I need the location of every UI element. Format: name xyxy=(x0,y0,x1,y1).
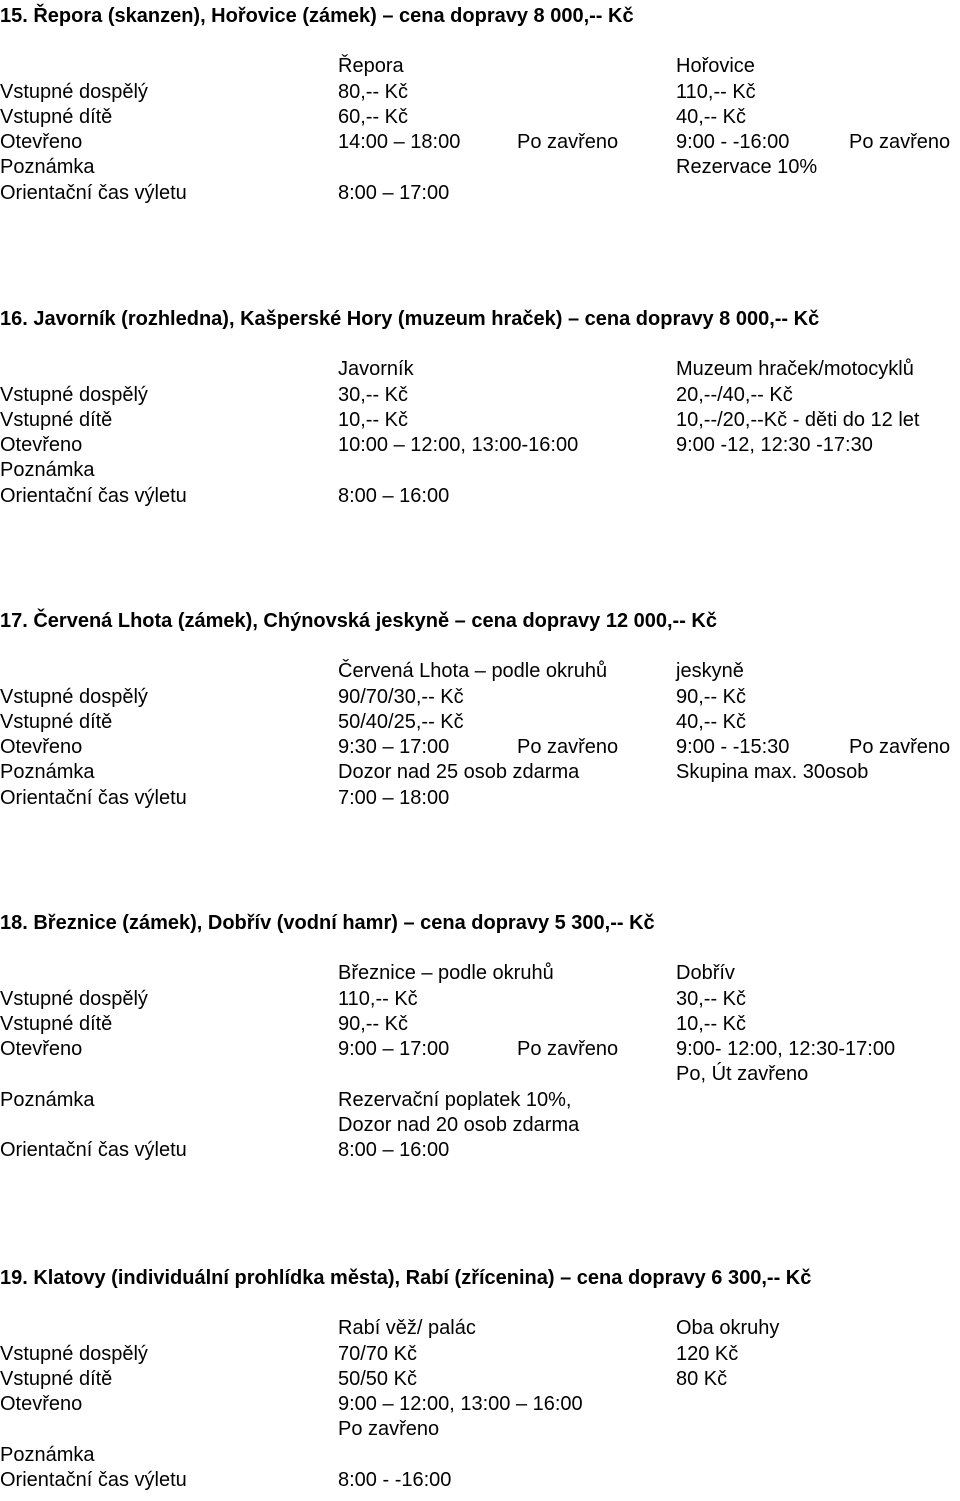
cell-col-a: Řepora xyxy=(338,55,404,78)
cell-col-a: 30,-- Kč xyxy=(338,383,409,406)
cell-col-a: Červená Lhota – podle okruhů xyxy=(338,660,608,683)
cell-col-b: Muzeum hraček/motocyklů xyxy=(676,358,914,381)
cell-col-b: 9:00 -12, 12:30 -17:30 xyxy=(676,434,873,457)
info-row xyxy=(0,1012,960,1037)
cell-col-a: 7:00 – 18:00 xyxy=(338,786,450,809)
cell-col-a-extra: Po zavřeno xyxy=(517,1038,619,1061)
cell-col-b: Po, Út zavřeno xyxy=(676,1063,809,1086)
info-row xyxy=(0,1316,960,1341)
cell-col-a: Dozor nad 25 osob zdarma xyxy=(338,761,580,784)
cell-col-b: 10,--/20,--Kč - děti do 12 let xyxy=(676,408,920,431)
cell-label: Vstupné dospělý xyxy=(0,80,148,103)
cell-col-b: 9:00- 12:00, 12:30-17:00 xyxy=(676,1038,896,1061)
cell-col-b: Dobřív xyxy=(676,962,735,985)
cell-col-b: Oba okruhy xyxy=(676,1317,780,1340)
cell-label: Poznámka xyxy=(0,1088,95,1111)
spacer xyxy=(0,634,960,659)
trip-section xyxy=(0,911,960,1164)
cell-col-a: 70/70 Kč xyxy=(338,1342,417,1365)
cell-label: Otevřeno xyxy=(0,434,83,457)
cell-col-b: 9:00 - -15:30 xyxy=(676,736,790,759)
spacer xyxy=(0,332,960,357)
info-row xyxy=(0,1367,960,1392)
cell-col-a: 8:00 – 16:00 xyxy=(338,484,450,507)
info-row xyxy=(0,1113,960,1138)
info-row xyxy=(0,1037,960,1062)
cell-label: Orientační čas výletu xyxy=(0,181,187,204)
cell-label: Otevřeno xyxy=(0,131,83,154)
cell-label: Vstupné dospělý xyxy=(0,685,148,708)
info-row xyxy=(0,357,960,382)
info-row xyxy=(0,786,960,811)
trip-section xyxy=(0,307,960,509)
cell-col-a: 14:00 – 18:00 xyxy=(338,131,461,154)
cell-col-a: 90,-- Kč xyxy=(338,1012,409,1035)
cell-col-b: Rezervace 10% xyxy=(676,156,818,179)
info-row xyxy=(0,760,960,785)
info-row xyxy=(0,1342,960,1367)
cell-col-b: 20,--/40,-- Kč xyxy=(676,383,793,406)
info-row xyxy=(0,1088,960,1113)
trip-section xyxy=(0,4,960,206)
cell-col-a: 110,-- Kč xyxy=(338,987,418,1010)
cell-label: Otevřeno xyxy=(0,1038,83,1061)
cell-label: Vstupné dospělý xyxy=(0,1342,148,1365)
cell-label: Poznámka xyxy=(0,459,95,482)
cell-col-a: 50/50 Kč xyxy=(338,1367,417,1390)
cell-col-a: Dozor nad 20 osob zdarma xyxy=(338,1114,580,1137)
cell-col-b-extra: Po zavřeno xyxy=(849,131,951,154)
info-row xyxy=(0,433,960,458)
cell-col-a: Javorník xyxy=(338,358,414,381)
cell-col-a-extra: Po zavřeno xyxy=(517,736,619,759)
cell-col-b: 30,-- Kč xyxy=(676,987,747,1010)
info-row xyxy=(0,408,960,433)
cell-label: Vstupné dítě xyxy=(0,1012,113,1035)
cell-col-a: 60,-- Kč xyxy=(338,105,409,128)
section-heading: 16. Javorník (rozhledna), Kašperské Hory (muzeum hraček) – cena dopravy 8 000,-- Kč xyxy=(0,308,820,330)
cell-col-a: Rezervační poplatek 10%, xyxy=(338,1088,572,1111)
info-row xyxy=(0,80,960,105)
cell-col-a: 9:30 – 17:00 xyxy=(338,736,450,759)
section-heading: 17. Červená Lhota (zámek), Chýnovská jeskyně – cena dopravy 12 000,-- Kč xyxy=(0,610,717,632)
cell-label: Poznámka xyxy=(0,1443,95,1466)
info-row xyxy=(0,130,960,155)
cell-col-b: Skupina max. 30osob xyxy=(676,761,869,784)
cell-label: Vstupné dítě xyxy=(0,105,113,128)
cell-col-a: 50/40/25,-- Kč xyxy=(338,710,464,733)
cell-label: Orientační čas výletu xyxy=(0,786,187,809)
trip-section xyxy=(0,1266,960,1493)
cell-col-a: 10:00 – 12:00, 13:00-16:00 xyxy=(338,434,579,457)
info-row xyxy=(0,1443,960,1468)
info-row xyxy=(0,484,960,509)
cell-col-a: 90/70/30,-- Kč xyxy=(338,685,464,708)
info-row xyxy=(0,1062,960,1087)
cell-col-b: 9:00 - -16:00 xyxy=(676,131,790,154)
spacer xyxy=(0,29,960,54)
cell-col-b: 40,-- Kč xyxy=(676,710,747,733)
cell-label: Orientační čas výletu xyxy=(0,1469,187,1492)
cell-label: Otevřeno xyxy=(0,1393,83,1416)
section-heading: 18. Březnice (zámek), Dobřív (vodní hamr) – cena dopravy 5 300,-- Kč xyxy=(0,912,655,934)
spacer xyxy=(0,1291,960,1316)
info-row xyxy=(0,1138,960,1163)
cell-col-a: Březnice – podle okruhů xyxy=(338,962,554,985)
cell-label: Vstupné dítě xyxy=(0,1367,113,1390)
cell-col-a: 8:00 – 16:00 xyxy=(338,1139,450,1162)
cell-label: Otevřeno xyxy=(0,736,83,759)
cell-col-a: Rabí věž/ palác xyxy=(338,1317,476,1340)
cell-col-a: 9:00 – 12:00, 13:00 – 16:00 xyxy=(338,1393,583,1416)
info-row xyxy=(0,710,960,735)
cell-col-b: 10,-- Kč xyxy=(676,1012,747,1035)
info-row xyxy=(0,105,960,130)
cell-col-a-extra: Po zavřeno xyxy=(517,131,619,154)
cell-col-b: Hořovice xyxy=(676,55,755,78)
cell-col-b: 110,-- Kč xyxy=(676,80,756,103)
cell-col-b-extra: Po zavřeno xyxy=(849,736,951,759)
cell-col-b: 120 Kč xyxy=(676,1342,739,1365)
spacer xyxy=(0,936,960,961)
cell-label: Vstupné dospělý xyxy=(0,987,148,1010)
info-row xyxy=(0,383,960,408)
info-row xyxy=(0,54,960,79)
info-row xyxy=(0,685,960,710)
cell-col-b: jeskyně xyxy=(676,660,744,683)
info-row xyxy=(0,987,960,1012)
cell-label: Orientační čas výletu xyxy=(0,484,187,507)
cell-label: Orientační čas výletu xyxy=(0,1139,187,1162)
cell-col-a: 80,-- Kč xyxy=(338,80,409,103)
section-heading: 15. Řepora (skanzen), Hořovice (zámek) – cena dopravy 8 000,-- Kč xyxy=(0,5,634,27)
info-row xyxy=(0,181,960,206)
cell-col-a: 8:00 – 17:00 xyxy=(338,181,450,204)
cell-label: Vstupné dítě xyxy=(0,710,113,733)
cell-label: Vstupné dospělý xyxy=(0,383,148,406)
info-row xyxy=(0,1417,960,1442)
info-row xyxy=(0,155,960,180)
cell-col-b: 90,-- Kč xyxy=(676,685,747,708)
info-row xyxy=(0,458,960,483)
cell-label: Poznámka xyxy=(0,761,95,784)
info-row xyxy=(0,735,960,760)
cell-label: Vstupné dítě xyxy=(0,408,113,431)
cell-col-b: 80 Kč xyxy=(676,1367,728,1390)
info-row xyxy=(0,1392,960,1417)
cell-label: Poznámka xyxy=(0,156,95,179)
info-row xyxy=(0,1468,960,1493)
cell-col-a: 10,-- Kč xyxy=(338,408,409,431)
cell-col-a: 8:00 - -16:00 xyxy=(338,1469,452,1492)
cell-col-a: 9:00 – 17:00 xyxy=(338,1038,450,1061)
info-row xyxy=(0,961,960,986)
cell-col-b: 40,-- Kč xyxy=(676,105,747,128)
cell-col-a: Po zavřeno xyxy=(338,1418,440,1441)
trip-section xyxy=(0,609,960,811)
section-heading: 19. Klatovy (individuální prohlídka města), Rabí (zřícenina) – cena dopravy 6 300,-- Kč xyxy=(0,1267,812,1289)
info-row xyxy=(0,659,960,684)
